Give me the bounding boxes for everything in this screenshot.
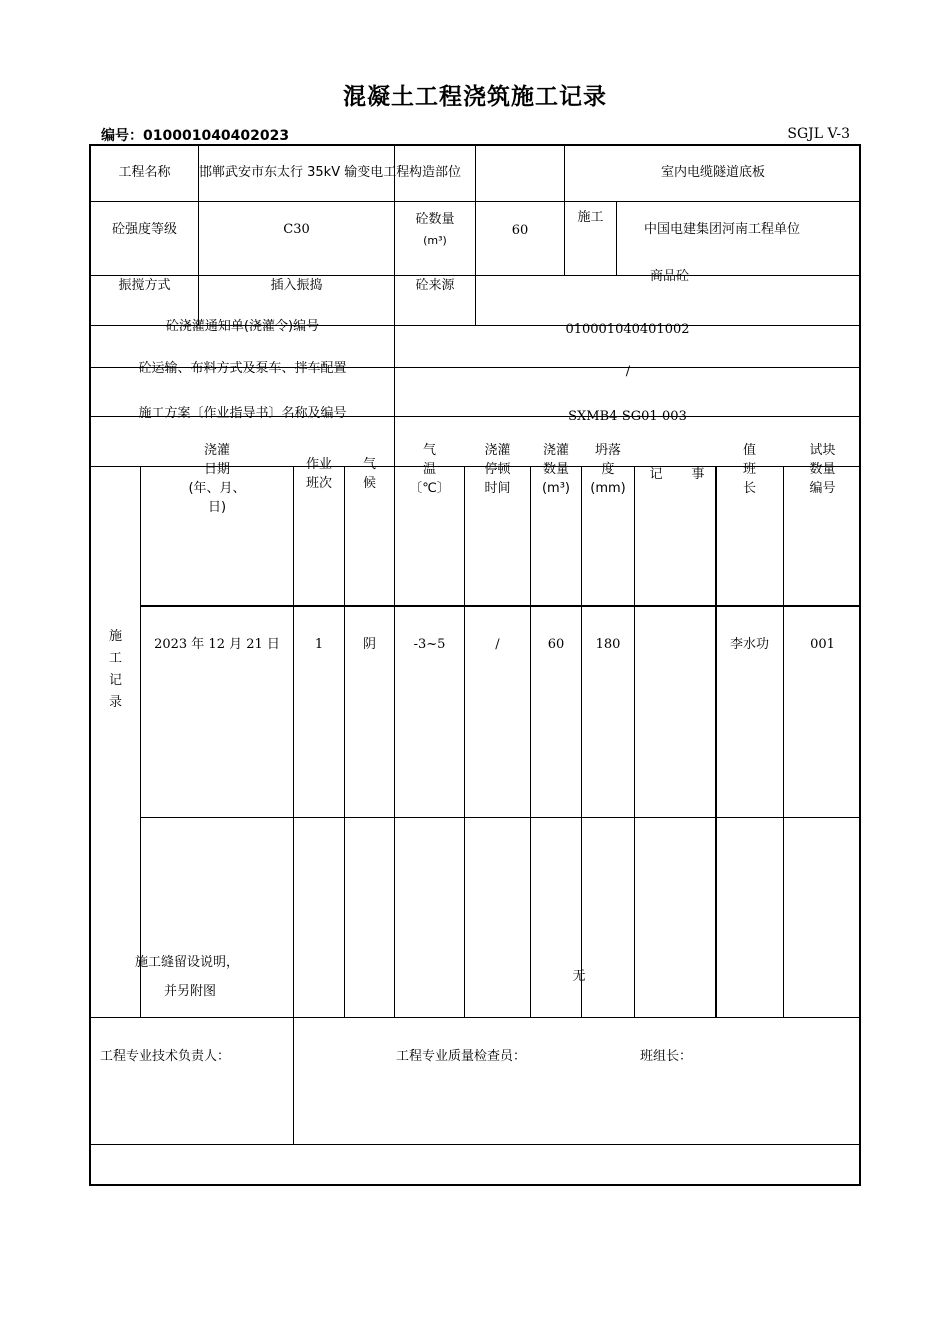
qa-inspector-signature: 工程专业质量检查员： [396, 1049, 527, 1064]
strength-value: C30 [283, 222, 310, 237]
strength-label: 砼强度等级 [111, 222, 177, 237]
structure-part-label: 构造部位 [408, 165, 461, 180]
document-number: 编号：010001040402023 [101, 128, 290, 144]
col-divider [783, 466, 784, 1017]
header-shift: 作业 班次 [305, 457, 332, 491]
joint-note-label-2: 并另附图 [164, 984, 217, 999]
joint-note-label: 施工缝留设说明， [135, 955, 240, 970]
source-label: 砼来源 [415, 278, 455, 293]
cell-amount: 60 [547, 637, 565, 652]
source-value: 商品砼 [649, 269, 689, 284]
col-divider [581, 466, 582, 1017]
plan-value: SXMB4-SG01-003 [568, 409, 687, 424]
notice-value: 010001040401002 [565, 322, 690, 337]
col-divider [140, 466, 141, 1017]
cell-shift-leader: 李水功 [729, 637, 769, 652]
quantity-value: 60 [511, 223, 529, 238]
joint-note-value: 无 [572, 969, 586, 984]
construction-unit-value: 中国电建集团河南工程单位 [643, 222, 800, 237]
construction-label: 施工 [577, 210, 604, 225]
header-temperature: 气 温 〔℃〕 [409, 443, 450, 496]
team-leader-signature: 班组长： [640, 1049, 693, 1064]
header-sample: 试块 数量 编号 [809, 443, 836, 496]
cell-temperature: -3~5 [413, 637, 446, 652]
col-divider [344, 466, 345, 1017]
transport-label: 砼运输、布料方式及泵车、拌车配置 [138, 361, 347, 376]
row-divider [90, 1017, 861, 1018]
col-divider [464, 466, 465, 1017]
header-weather: 气 候 [362, 457, 376, 491]
form-code: SGJL V-3 [787, 126, 850, 142]
header-slump: 坍落 度 (mm) [590, 443, 626, 496]
header-note-2: 事 [691, 467, 705, 482]
col-divider [530, 466, 531, 1017]
plan-label: 施工方案〔作业指导书〕名称及编号 [138, 406, 347, 421]
col-divider [293, 466, 294, 1144]
page-title: 混凝土工程浇筑施工记录 [343, 84, 607, 110]
cell-weather: 阴 [362, 637, 376, 652]
row-divider [140, 817, 861, 818]
tech-lead-signature: 工程专业技术负责人： [100, 1049, 231, 1064]
notice-label: 砼浇灌通知单(浇灌令)编号 [165, 319, 320, 334]
transport-value: / [625, 364, 631, 379]
header-pause-time: 浇灌 停顿 时间 [484, 443, 511, 496]
cell-pause-time: / [495, 637, 500, 652]
cell-date: 2023 年 12 月 21 日 [154, 637, 280, 652]
col-divider [394, 466, 395, 1017]
structure-part-value: 室内电缆隧道底板 [660, 165, 765, 180]
col-divider [634, 466, 635, 1017]
cell-slump: 180 [595, 637, 621, 652]
quantity-label: 砼数量 [415, 212, 455, 227]
header-amount: 浇灌 数量 (m³) [541, 443, 571, 496]
cell-sample: 001 [810, 637, 835, 652]
header-shift-leader: 值 班 长 [742, 443, 756, 496]
vibration-label: 振搅方式 [118, 278, 171, 293]
row-divider [140, 605, 861, 607]
row-divider [90, 1144, 861, 1145]
header-note-1: 记 [649, 467, 663, 482]
vibration-value: 插入振捣 [270, 278, 323, 293]
header-date: 浇灌 日期 (年、月、 日) [188, 443, 246, 515]
col-divider [715, 466, 717, 1017]
project-name-label: 工程名称 [118, 165, 171, 180]
quantity-unit: (m³) [423, 234, 447, 247]
cell-shift: 1 [314, 637, 324, 652]
side-label-construction-record: 施 工 记 录 [108, 629, 122, 711]
project-name-value: 邯郸武安市东太行 35kV 输变电工程 [199, 165, 410, 180]
